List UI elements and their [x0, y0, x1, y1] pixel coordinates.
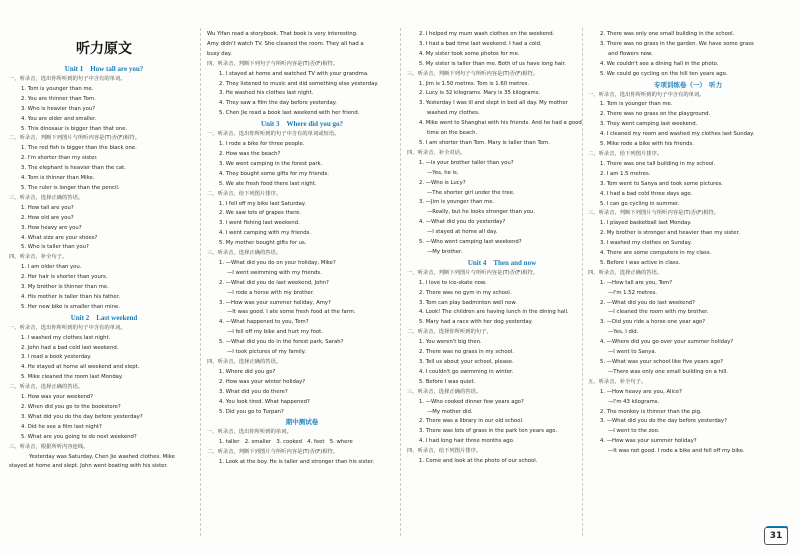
list-item: 4. I couldn't go swimming in winter.	[419, 368, 514, 375]
list-item: 4. Did he see a film last night?	[21, 423, 102, 430]
list-item: —My brother.	[427, 248, 463, 255]
list-item: 3. They went camping last weekend.	[600, 121, 698, 128]
list-item: time on the beach.	[427, 130, 478, 137]
list-item: 3. We went camping in the forest park.	[219, 160, 323, 167]
list-item: 5. Who is taller than you?	[21, 244, 89, 251]
list-item: 1. —How tall are you, Tom?	[600, 279, 673, 286]
list-item: 4. Look! The children are having lunch in the dining hall.	[419, 309, 569, 316]
paragraph-line: busy day.	[207, 50, 232, 57]
column-divider	[200, 28, 201, 536]
list-item: 4. I went camping with my friends.	[219, 230, 312, 237]
list-item: 1. Tom is younger than me.	[21, 85, 94, 92]
section-heading: 一、听录音，选出你所听到的句子中含有的单词。	[9, 76, 126, 82]
special-training-heading: 专项训练卷（一） 听力	[653, 80, 723, 89]
section-heading: 四、听录音，给下列图片排序。	[407, 448, 482, 455]
list-item: 2. You are thinner than Tom.	[21, 95, 96, 102]
list-item: —Yes, I did.	[608, 329, 639, 336]
list-item: —I went swimming with my friends.	[227, 269, 322, 276]
section-heading: 二、听录音，给下列图片排序。	[588, 150, 663, 157]
list-item: 3. I read a book yesterday.	[21, 354, 92, 361]
list-item: 1. I washed my clothes last night.	[21, 334, 111, 341]
list-item: 4. I cleaned my room and washed my clothes last Sunday.	[600, 131, 755, 138]
section-heading: 二、听录音，选择你所听到的句子。	[407, 329, 492, 336]
list-item: 4. His mother is taller than his father.	[21, 293, 121, 300]
list-item: 4. —Where did you go over your summer holiday?	[600, 339, 734, 346]
list-item: —There was only one small building on a hill.	[608, 368, 728, 375]
list-item: 1. Look at the boy. He is taller and stronger than his sister.	[219, 459, 375, 466]
list-item: 3. There was no grass in the garden. We have some grass	[600, 40, 754, 47]
list-item: 3. What did you do there?	[219, 388, 288, 395]
list-item: —It was good. I ate some fresh food at the farm.	[227, 309, 356, 316]
list-item: washed my clothes.	[427, 110, 480, 117]
list-item: 1. I played basketball last Monday.	[600, 220, 692, 227]
list-item: —I'm 43 kilograms.	[608, 398, 660, 405]
section-heading: 三、听录音，选择正确的答语。	[9, 194, 84, 201]
list-item: —Yes, he is.	[427, 169, 459, 176]
column-4	[588, 30, 788, 457]
list-item: 2. My brother is stronger and heavier than my sister.	[600, 230, 740, 237]
list-item: —I'm 1.52 metres.	[608, 289, 657, 296]
list-item: 1. —Is your brother taller than you?	[419, 159, 514, 166]
list-item: 2. How was the beach?	[219, 150, 281, 157]
list-item: —I took pictures of my family.	[227, 349, 306, 356]
section-heading: 三、听录音，判断下列图片与所听内容是(T)否(F)相符。	[588, 210, 720, 217]
list-item: 4. You are older and smaller.	[21, 115, 97, 122]
list-item: 5. What are you going to do next weekend?	[21, 433, 137, 440]
list-item: 4. What size are your shoes?	[21, 234, 98, 241]
list-item: 1. —How heavy are you, Alice?	[600, 388, 682, 395]
list-item: —I went to the zoo.	[608, 428, 660, 435]
list-item: 1. I love to ice-skate now.	[419, 279, 487, 286]
list-item: 2. There was no grass in my school.	[419, 349, 515, 356]
section-heading: 五、听录音，补全句子。	[588, 378, 647, 385]
list-item: —I went to Sanya.	[608, 349, 657, 356]
list-item: 2. How old are you?	[21, 214, 74, 221]
list-item: 3. —Did you ride a horse one year ago?	[600, 319, 706, 326]
list-item: 5. —What was your school like five years ago?	[600, 359, 724, 365]
section-heading: 一、听录音，选出你所听到的句子中含有的单词或短语。	[207, 131, 340, 138]
list-item: 2. —Who is Lucy?	[419, 179, 466, 186]
section-heading: 三、听录音，根据所听内容连线。	[9, 443, 89, 450]
section-heading: 一、听录音，选出你所听到的单词。	[207, 429, 292, 436]
list-item: 1. How was your weekend?	[21, 394, 94, 401]
section-heading: 一、听录音，判断下列图片与所听内容是(T)否(F)相符。	[407, 269, 539, 276]
list-item: 4. They bought some gifts for my friends.	[219, 170, 329, 177]
list-item: 2. —What did you do last weekend?	[600, 299, 695, 306]
paragraph-line: Wu Yifan read a storybook. That book is very interesting.	[207, 31, 358, 37]
list-item: 3. What did you do the day before yesterday?	[21, 413, 143, 420]
list-item: 5. We could go cycling on the hill ten years ago.	[600, 70, 728, 77]
list-item: 2. The monkey is thinner than the pig.	[600, 408, 702, 415]
list-item: 3. —What did you do the day before yesterday?	[600, 418, 727, 425]
section-heading: 一、听录音，选出你所听到的句子中含有的单词。	[9, 324, 126, 331]
list-item: 5. —Who went camping last weekend?	[419, 239, 522, 246]
midterm-heading: 期中测试卷	[285, 418, 319, 427]
list-item: 1. I stayed at home and watched TV with your grandma.	[219, 70, 369, 77]
list-item: 2. Her hair is shorter than yours.	[21, 274, 108, 281]
section-heading: 四、听录音，补全对话。	[407, 149, 466, 156]
list-item: —It was not good. I rode a bike and fell off my bike.	[608, 448, 745, 455]
section-heading: 三、听录音，选择正确的答语。	[207, 250, 282, 257]
section-heading: 一、听录音，选出你所听到的句子中含有的单词。	[588, 91, 705, 98]
list-item: 2. John had a bad cold last weekend.	[21, 344, 119, 351]
list-item: 1. I am older than you.	[21, 264, 82, 271]
paragraph-line: Amy didn't watch TV. She cleaned the room. They all had a	[207, 40, 364, 47]
section-heading: 二、听录音，给下列图片排序。	[207, 190, 282, 197]
section-heading: 二、听录音，判断下列图片与所听内容是(T)否(F)相符。	[9, 135, 141, 142]
list-item: 4. There are some computers in my class.	[600, 250, 712, 257]
unit-4-heading: Unit 4 Then and now	[467, 258, 537, 267]
list-item: 1. Where did you go?	[219, 368, 276, 375]
list-item: 1. I rode a bike for three people.	[219, 141, 305, 148]
list-item: 3. Tom went to Sanya and took some pictures.	[600, 180, 723, 187]
list-item: 4. My sister took some photos for me.	[419, 50, 520, 57]
list-item: 1. Jim is 1.50 metres. Tom is 1.60 metres.	[419, 80, 530, 87]
list-item: 2. There was no grass on the playground.	[600, 111, 711, 118]
section-heading: 四、听录音，选择正确的答语。	[207, 359, 282, 365]
list-item: 3. Tell us about your school, please.	[419, 359, 514, 365]
list-item: 1. —What did you do on your holiday, Mike?	[219, 259, 336, 266]
list-item: 5. We ate fresh food there last night.	[219, 180, 317, 187]
list-item: and flowers now.	[608, 50, 653, 57]
list-item: 1. taller 2. smaller 3. cooked 4. feet 5. where	[219, 439, 353, 446]
list-item: 2. I'm shorter than my sister.	[21, 155, 98, 162]
unit-3-heading: Unit 3 Where did you go?	[261, 120, 343, 129]
list-item: 2. How was your winter holiday?	[219, 378, 306, 385]
list-item: 4. —What did you do yesterday?	[419, 219, 506, 226]
unit-2-heading: Unit 2 Last weekend	[70, 313, 138, 322]
list-item: 5. Chen Jie read a book last weekend with her friend.	[219, 110, 360, 117]
list-item: 3. He washed his clothes last night.	[219, 90, 314, 97]
list-item: 2. They listened to music and did something else yesterday.	[219, 80, 379, 87]
list-item: 3. —How was your summer holiday, Amy?	[219, 299, 331, 306]
list-item: 5. —What did you do in the forest park, Sarah?	[219, 339, 344, 346]
list-item: 4. They saw a film the day before yesterday.	[219, 100, 337, 107]
list-item: 1. Come and look at the photo of our school.	[419, 458, 538, 465]
list-item: 2. Lucy is 32 kilograms. Mary is 35 kilograms.	[419, 90, 541, 97]
list-item: 5. Mike rode a bike with his friends.	[600, 141, 694, 148]
list-item: 2. We saw lots of grapes there.	[219, 210, 302, 217]
section-heading: 四、听录音，选择正确的答语。	[588, 269, 663, 276]
list-item: 4. You look tired. What happened?	[219, 398, 310, 405]
list-item: 5. My sister is taller than me. Both of us have long hair.	[419, 60, 566, 67]
list-item: 3. Who is heavier than you?	[21, 105, 96, 112]
page-title: 听力原文	[76, 41, 132, 57]
list-item: 1. You weren't big then.	[419, 339, 482, 346]
list-item: 5. Mary had a race with her dog yesterday.	[419, 319, 533, 326]
list-item: 5. I can go cycling in summer.	[600, 200, 680, 207]
list-item: 2. There was no gym in my school.	[419, 289, 512, 296]
list-item: 4. Mike went to Shanghai with his friends. And he had a good	[419, 120, 582, 127]
list-item: 5. Before I was quiet.	[419, 378, 476, 385]
list-item: 3. Tom can play badminton well now.	[419, 299, 517, 306]
list-item: 2. There was a library in our old school.	[419, 418, 524, 425]
list-item: 3. There was lots of grass in the park ten years ago.	[419, 428, 558, 435]
list-item: 1. I fell off my bike last Saturday.	[219, 200, 306, 207]
list-item: 3. I went fishing last weekend.	[219, 220, 300, 227]
list-item: 3. How heavy are you?	[21, 224, 82, 231]
list-item: 5. My mother bought gifts for us.	[219, 240, 307, 247]
page-number: 31	[764, 527, 788, 545]
section-heading: 四、听录音，补全句子。	[9, 254, 68, 261]
list-item: 4. —What happened to you, Tom?	[219, 319, 309, 326]
list-item: 2. I am 1.5 metres.	[600, 170, 651, 177]
paragraph-line: stayed at home and slept. John went boating with his sister.	[9, 463, 168, 470]
list-item: 2. —What did you do last weekend, John?	[219, 279, 329, 286]
column-divider	[400, 28, 401, 536]
section-heading: 三、听录音，判断下列句子与所听内容是(T)否(F)相符。	[407, 70, 539, 77]
section-heading: 三、听录音，选择正确的答语。	[407, 388, 482, 395]
section-heading: 二、听录音，选择正确的答语。	[9, 384, 84, 391]
column-3	[407, 30, 597, 467]
paragraph-line: Yesterday was Saturday. Chen Jie washed clothes. Mike	[29, 453, 175, 460]
list-item: 5. Her new bike is smaller than mine.	[21, 303, 120, 310]
list-item: 2. When did you go to the bookstore?	[21, 404, 121, 410]
list-item: —I fell off my bike and hurt my foot.	[227, 329, 323, 336]
list-item: 3. —Jim is younger than me.	[419, 199, 495, 206]
list-item: —I stayed at home all day.	[427, 229, 498, 236]
list-item: 3. I washed my clothes on Sunday.	[600, 240, 692, 247]
list-item: 1. How tall are you?	[21, 204, 74, 211]
list-item: —Really, but he looks stronger than you.	[427, 209, 536, 216]
column-2	[207, 30, 397, 468]
list-item: 4. Tom is thinner than Mike.	[21, 175, 95, 182]
list-item: 3. Yesterday I was ill and slept in bed all day. My mother	[419, 100, 568, 107]
list-item: —I rode a horse with my brother.	[227, 289, 315, 296]
list-item: 1. The red fish is bigger than the black one.	[21, 145, 137, 152]
list-item: 5. I am shorter than Tom. Mary is taller than Tom.	[419, 139, 550, 146]
list-item: 4. I had long hair three months ago.	[419, 438, 515, 445]
section-heading: 二、听录音，判断下列图片与所听内容是(T)否(F)相符。	[207, 449, 339, 456]
list-item: 5. This dinosaur is bigger than that one.	[21, 125, 128, 132]
list-item: 3. My brother is thinner than me.	[21, 284, 109, 291]
section-heading: 四、听录音，判断下列句子与所听内容是(T)否(F)相符。	[207, 60, 339, 67]
list-item: 5. Before I was active in class.	[600, 259, 681, 266]
column-divider	[582, 28, 583, 536]
list-item: 5. Did you go to Turpan?	[219, 408, 284, 415]
list-item: 5. Mike cleaned the room last Monday.	[21, 374, 123, 381]
list-item: 2. I helped my mum wash clothes on the weekend.	[419, 31, 555, 37]
list-item: —I cleaned the room with my brother.	[608, 309, 709, 316]
list-item: 4. I had a bad cold three days ago.	[600, 190, 693, 197]
list-item: 4. —How was your summer holiday?	[600, 438, 697, 445]
list-item: 1. There was one tall building in my school.	[600, 160, 716, 167]
unit-1-heading: Unit 1 How tall are you?	[64, 65, 144, 73]
list-item: —The shorter girl under the tree.	[427, 189, 515, 196]
list-item: 4. He stayed at home all weekend and slept.	[21, 364, 140, 371]
list-item: 5. The ruler is longer than the pencil.	[21, 184, 120, 191]
list-item: 3. The elephant is heavier than the cat.	[21, 165, 126, 172]
list-item: 3. I had a bad time last weekend. I had a cold.	[419, 40, 542, 47]
list-item: —My mother did.	[427, 408, 473, 415]
column-1	[9, 30, 199, 472]
list-item: 1. Tom is younger than me.	[600, 101, 673, 108]
list-item: 2. There was only one small building in the school.	[600, 31, 735, 37]
list-item: 1. —Who cooked dinner few years ago?	[419, 398, 524, 405]
list-item: 4. We couldn't see a dining hall in the photo.	[600, 60, 719, 67]
